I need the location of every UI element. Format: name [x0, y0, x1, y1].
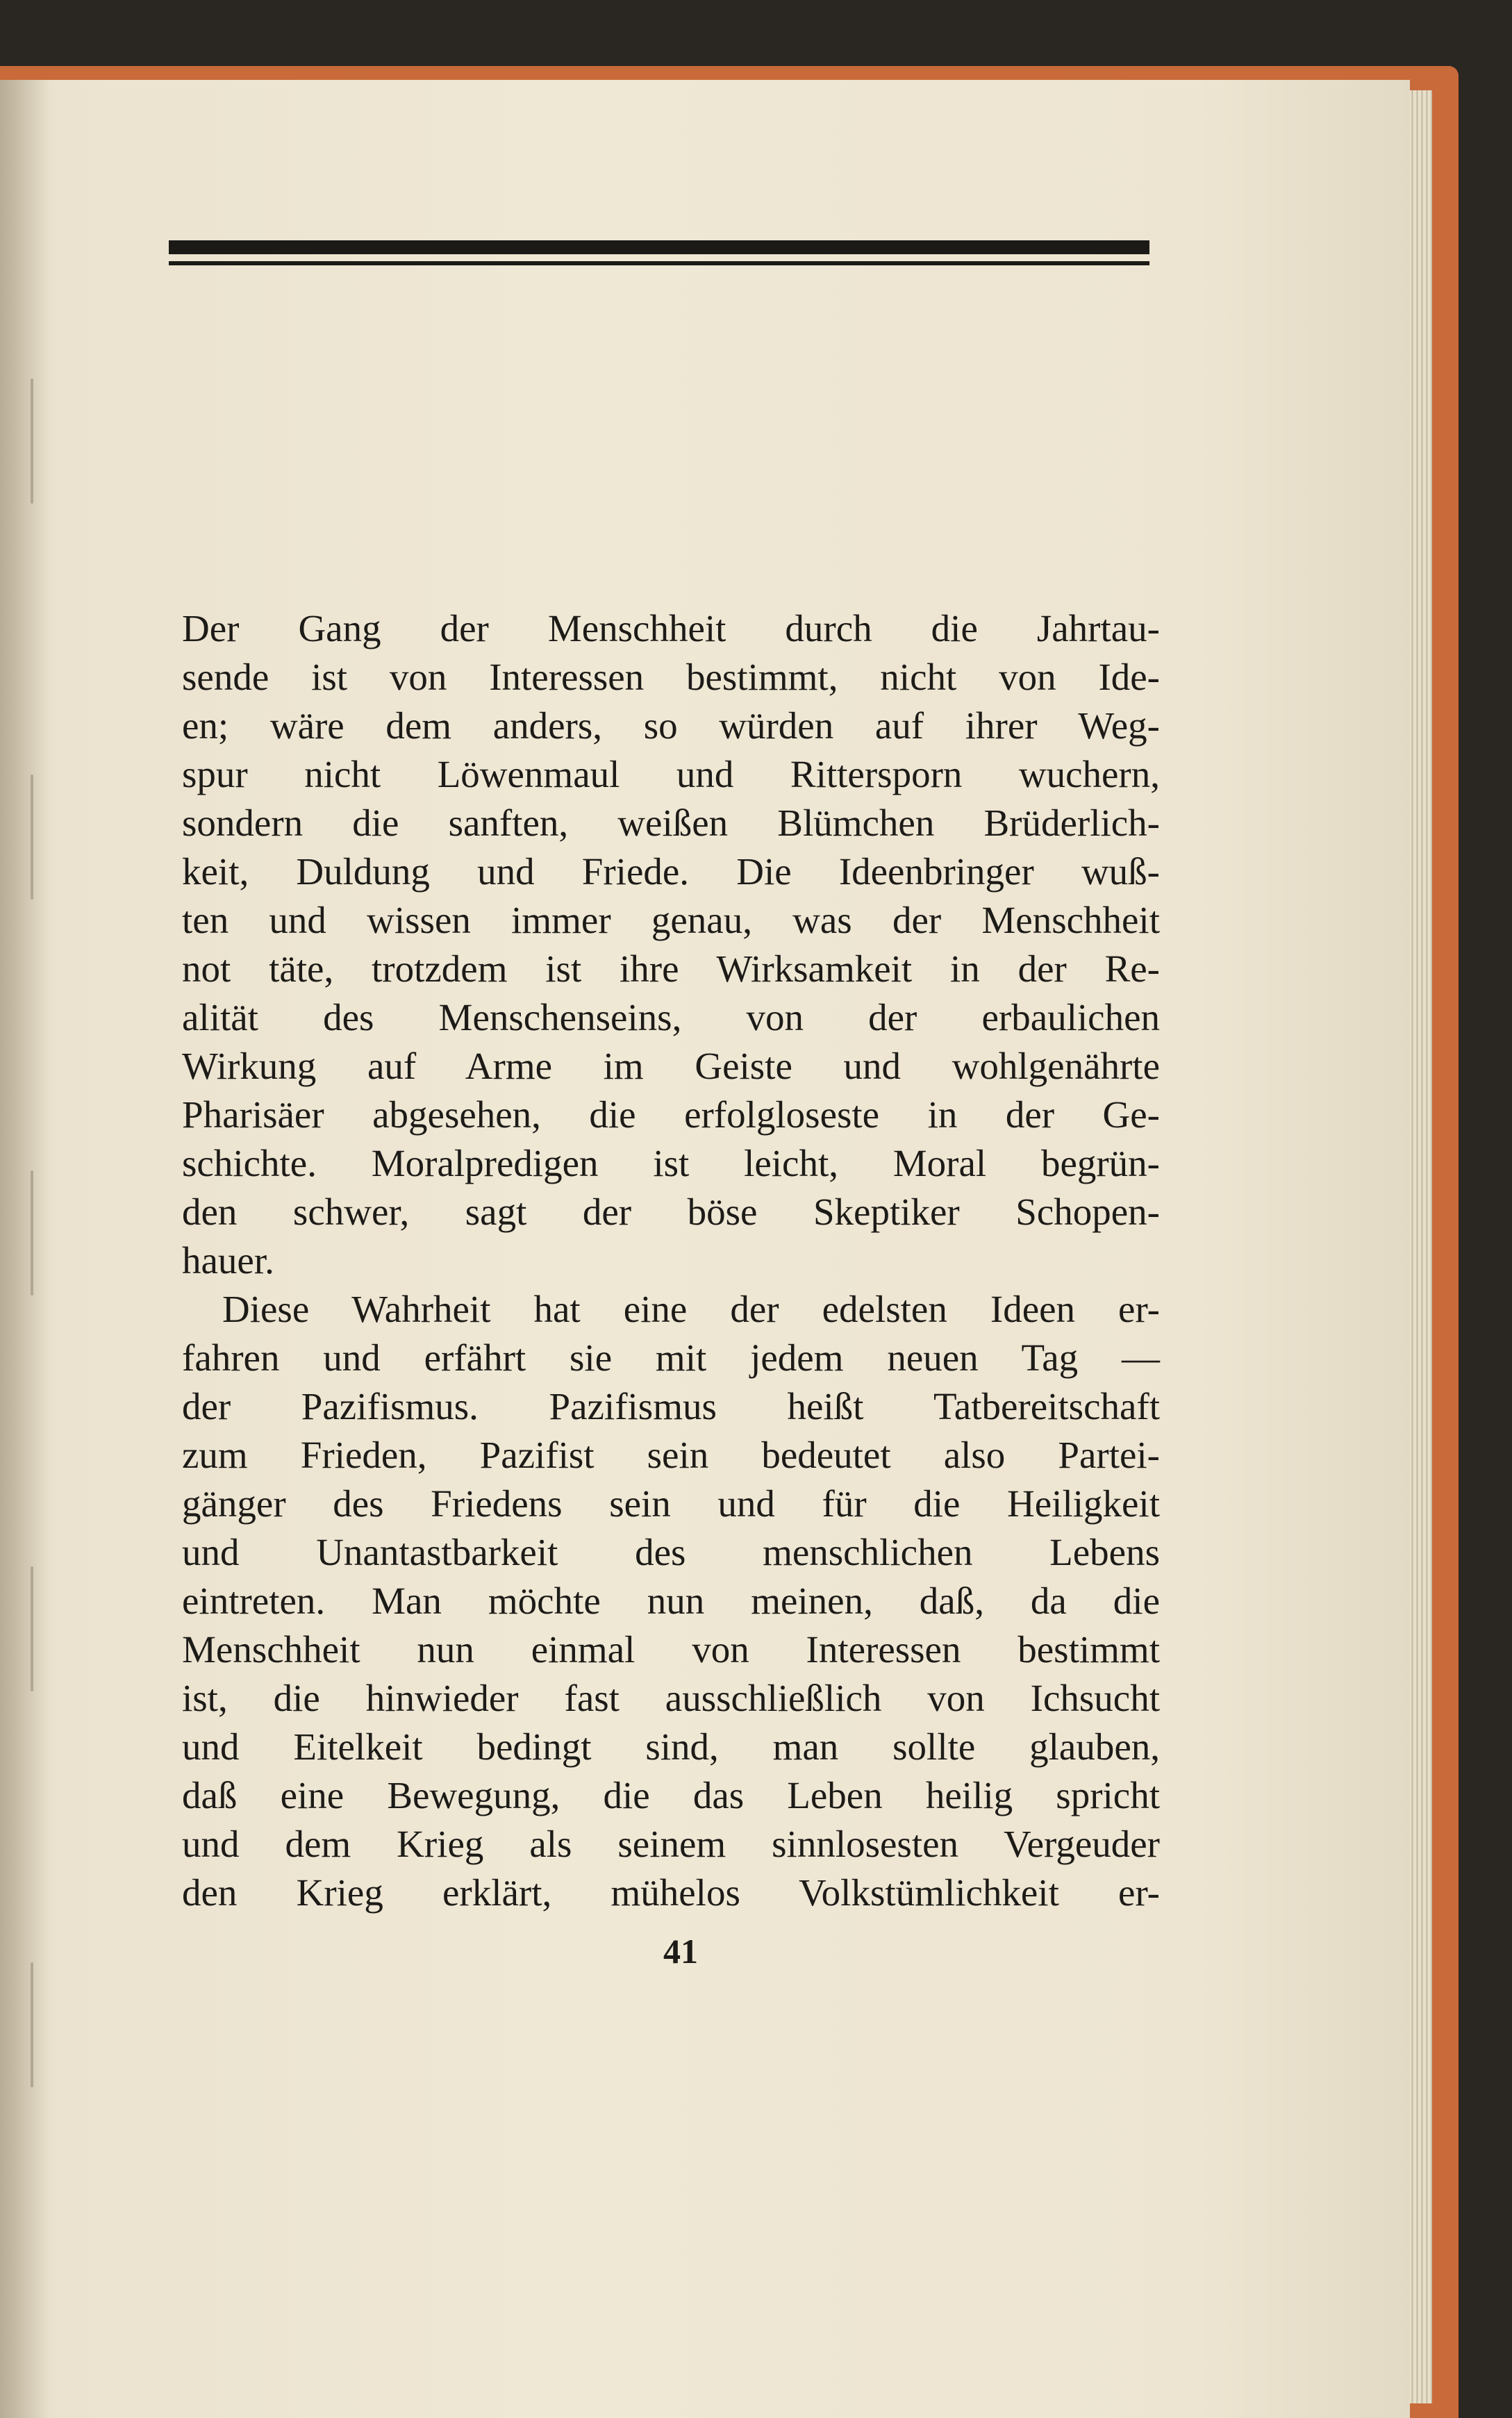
- text-line: der Pazifismus. Pazifismus heißt Tatbereitschaft: [182, 1385, 1160, 1427]
- text-line: Der Gang der Menschheit durch die Jahrtau-: [182, 607, 1160, 649]
- binding-stitch: [31, 1962, 33, 2087]
- text-line: eintreten. Man möchte nun meinen, daß, da die: [182, 1580, 1160, 1622]
- text-line: spur nicht Löwenmaul und Rittersporn wuchern,: [182, 753, 1160, 795]
- text-line: schichte. Moralpredigen ist leicht, Moral begrün-: [182, 1142, 1160, 1184]
- text-line: fahren und erfährt sie mit jedem neuen Tag —: [182, 1336, 1160, 1379]
- binding-shadow: [0, 80, 49, 2418]
- text-line: den schwer, sagt der böse Skeptiker Schopen-: [182, 1191, 1160, 1233]
- text-line: alität des Menschenseins, von der erbaulichen: [182, 996, 1160, 1038]
- text-line: keit, Duldung und Friede. Die Ideenbringer wuß-: [182, 850, 1160, 893]
- text-line: ten und wissen immer genau, was der Menschheit: [182, 899, 1160, 941]
- header-rule-thick: [169, 240, 1149, 254]
- text-line: hauer.: [182, 1239, 274, 1282]
- text-line: daß eine Bewegung, die das Leben heilig spricht: [182, 1774, 1160, 1816]
- paragraph-2: [182, 1285, 1160, 1917]
- page-number: 41: [663, 1932, 698, 1971]
- text-line: und Eitelkeit bedingt sind, man sollte glauben,: [182, 1725, 1160, 1768]
- text-line: und Unantastbarkeit des menschlichen Lebens: [182, 1531, 1160, 1573]
- text-line: ist, die hinwieder fast ausschließlich von Ichsucht: [182, 1677, 1160, 1719]
- body-text: [182, 604, 1160, 1917]
- text-line: zum Frieden, Pazifist sein bedeutet also Partei-: [182, 1434, 1160, 1476]
- text-line: not täte, trotzdem ist ihre Wirksamkeit in der Re-: [182, 947, 1160, 990]
- binding-stitch: [31, 775, 33, 900]
- text-line: sende ist von Interessen bestimmt, nicht von Ide-: [182, 656, 1160, 698]
- text-line: Menschheit nun einmal von Interessen bestimmt: [182, 1628, 1160, 1671]
- binding-stitch: [31, 379, 33, 504]
- text-line: Wirkung auf Arme im Geiste und wohlgenährte: [182, 1045, 1160, 1087]
- binding-stitch: [31, 1170, 33, 1295]
- text-line: gänger des Friedens sein und für die Heiligkeit: [182, 1482, 1160, 1525]
- text-line: en; wäre dem anders, so würden auf ihrer Weg-: [182, 704, 1160, 747]
- text-line: Diese Wahrheit hat eine der edelsten Ideen er-: [222, 1288, 1160, 1330]
- binding-stitch: [31, 1566, 33, 1691]
- paragraph-1: [182, 604, 1160, 1285]
- header-rule-thin: [169, 261, 1149, 265]
- text-line: und dem Krieg als seinem sinnlosesten Vergeuder: [182, 1823, 1160, 1865]
- text-line: den Krieg erklärt, mühelos Volkstümlichkeit er-: [182, 1871, 1160, 1914]
- text-line: Pharisäer abgesehen, die erfolgloseste in der Ge-: [182, 1093, 1160, 1136]
- text-line: sondern die sanften, weißen Blümchen Brüderlich-: [182, 802, 1160, 844]
